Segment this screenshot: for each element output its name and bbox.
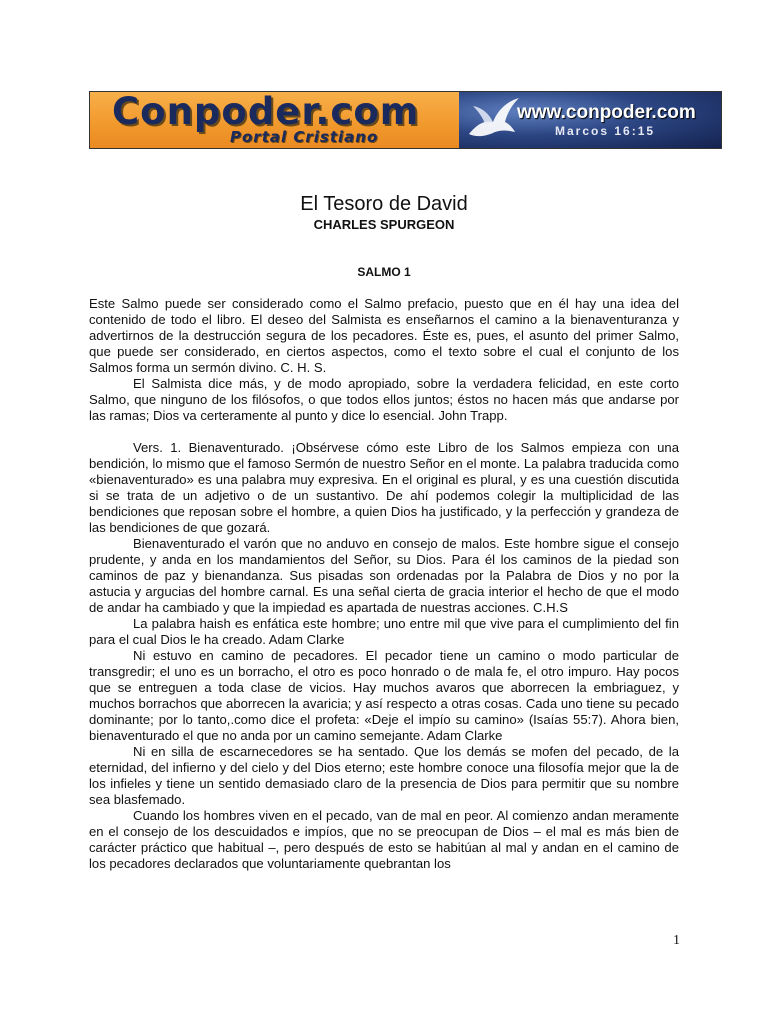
paragraph: Cuando los hombres viven en el pecado, van de mal en peor. Al comienzo andan meramente en el consejo de los descuidados e impíos, que no se preocupan de Dios – el mal es más bien de carácter práctico que habitual –, pero después de esto se habitúan al mal y andan en el camino de los pecadores declarados que voluntariamente quebrantan los: [89, 808, 679, 871]
document-author: CHARLES SPURGEON: [313, 217, 455, 232]
paragraph: Ni estuvo en camino de pecadores. El pecador tiene un camino o modo particular de transgredir; el uno es un borracho, el otro es poco honrado o de mala fe, el otro impuro. Hay pocos que se entreguen a toda clase de vicios. Hay muchos avaros que aborrecen la embriaguez, y muchos borrachos que aborrecen la avaricia; y así respecto a otras cosas. Cada uno tiene su pecado dominante; por lo tanto,.como dice el profeta: «Deje el impío su camino» (Isaías 55:7). Ahora bien, bienaventurado el que no anda por un camino semejante. Adam Clarke: [89, 648, 679, 743]
site-banner[interactable]: [89, 91, 722, 149]
paragraph: Vers. 1. Bienaventurado. ¡Obsérvese cómo este Libro de los Salmos empieza con una bendición, lo mismo que el famoso Sermón de nuestro Señor en el monte. La palabra traducida como «bienaventurado» es una palabra muy expresiva. En el original es plural, y es una cuestión discutida si se trata de un adjetivo o de un sustantivo. De ahí podemos colegir la multiplicidad de las bendiciones que reposan sobre el hombre, a quien Dios ha justificado, y la perfección y grandeza de las bendiciones de que gozará.: [89, 440, 679, 535]
verse-reference: Marcos 16:15: [555, 124, 656, 138]
document-body: [89, 296, 679, 872]
site-logo: Conpoder.com: [112, 91, 420, 133]
paragraph: Bienaventurado el varón que no anduvo en consejo de malos. Este hombre sigue el consejo prudente, y anda en los mandamientos del Señor, su Dios. Para él los caminos de la piedad son caminos de paz y bienandanza. Sus pisadas son ordenadas por la Palabra de Dios y no por la astucia y argucias del hombre carnal. Es una señal cierta de gracia interior el hecho de que el modo de andar ha cambiado y que la impiedad es apartada de nuestras acciones. C.H.S: [89, 536, 679, 615]
document-title: El Tesoro de David: [300, 193, 468, 215]
dove-icon: [463, 94, 523, 146]
paragraph: La palabra haish es enfática este hombre; uno entre mil que vive para el cumplimiento del fin para el cual Dios le ha creado. Adam Clarke: [89, 616, 679, 647]
page-number: 1: [673, 933, 680, 948]
banner-logo-panel: [90, 92, 459, 148]
paragraph: Ni en silla de escarnecedores se ha sentado. Que los demás se mofen del pecado, de la eternidad, del infierno y del cielo y del Dios eterno; este hombre conoce una filosofía mejor que la de los infieles y tiene un sentido demasiado claro de la presencia de Dios para permitir que su nombre sea blasfemado.: [89, 744, 679, 807]
section-heading: SALMO 1: [357, 265, 411, 279]
site-subtitle: Portal Cristiano: [230, 128, 379, 146]
site-url: www.conpoder.com: [517, 102, 696, 123]
banner-url-panel: [459, 92, 721, 148]
paragraph: El Salmista dice más, y de modo apropiado, sobre la verdadera felicidad, en este corto Salmo, que ninguno de los filósofos, o que todos ellos juntos; éstos no hacen más que andarse por las ramas; Dios va certeramente al punto y dice lo esencial. John Trapp.: [89, 376, 679, 423]
paragraph: Este Salmo puede ser considerado como el Salmo prefacio, puesto que en él hay una idea del contenido de todo el libro. El deseo del Salmista es enseñarnos el camino a la bienaventuranza y advertirnos de la destrucción segura de los pecadores. Éste es, pues, el asunto del primer Salmo, que puede ser considerado, en ciertos aspectos, como el texto sobre el cual el conjunto de los Salmos forma un sermón divino. C. H. S.: [89, 296, 679, 375]
